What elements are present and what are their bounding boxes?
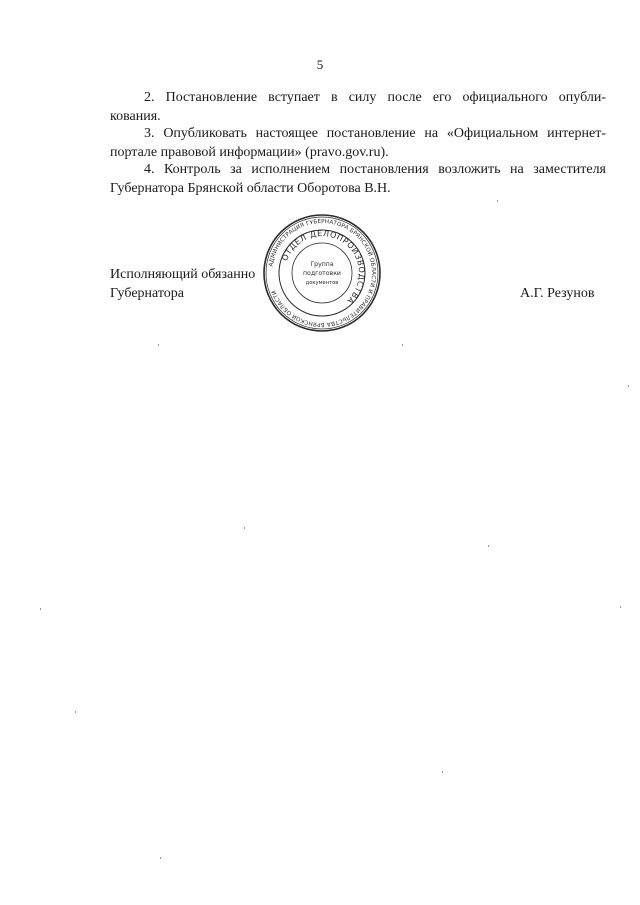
signatory-name: А.Г. Резунов	[520, 286, 595, 301]
signatory-position	[110, 265, 255, 303]
paragraph-4	[110, 160, 606, 198]
paragraph-4-line-1: 4. Контроль за исполнением постановления возложить на заместителя	[144, 162, 606, 177]
paragraph-3	[110, 124, 606, 162]
svg-text:подготовки: подготовки	[303, 270, 341, 277]
paragraph-3-line-1: 3. Опубликовать настоящее постановление на «Официальном интернет-	[144, 126, 606, 141]
page-number: 5	[316, 57, 324, 72]
official-seal-graphic	[262, 213, 382, 333]
svg-text:ОТДЕЛ ДЕЛОПРОИЗВОДСТВА: ОТДЕЛ ДЕЛОПРОИЗВОДСТВА	[280, 228, 367, 306]
signatory-position-line-2: Губернатора	[110, 286, 185, 301]
paragraph-3-line-2: портале правовой информации» (pravo.gov.ru).	[110, 145, 389, 160]
official-seal	[262, 213, 382, 333]
svg-text:АДМИНИСТРАЦИЯ ГУБЕРНАТОРА БРЯН: АДМИНИСТРАЦИЯ ГУБЕРНАТОРА БРЯНСКОЙ ОБЛАСТИ И ПРАВИТЕЛЬСТВА БРЯНСКОЙ ОБЛАСТИ	[268, 218, 377, 328]
paragraph-2-line-1: 2. Постановление вступает в силу после его официального опубли-	[144, 90, 606, 105]
paragraph-2-line-2: кования.	[110, 109, 161, 124]
paragraph-4-line-2: Губернатора Брянской области Оборотова В.Н.	[110, 181, 391, 196]
svg-text:документов: документов	[305, 280, 339, 286]
svg-text:Группа: Группа	[310, 261, 334, 268]
signatory-position-line-1: Исполняющий обязанно	[110, 267, 256, 282]
paragraph-2	[110, 88, 606, 126]
